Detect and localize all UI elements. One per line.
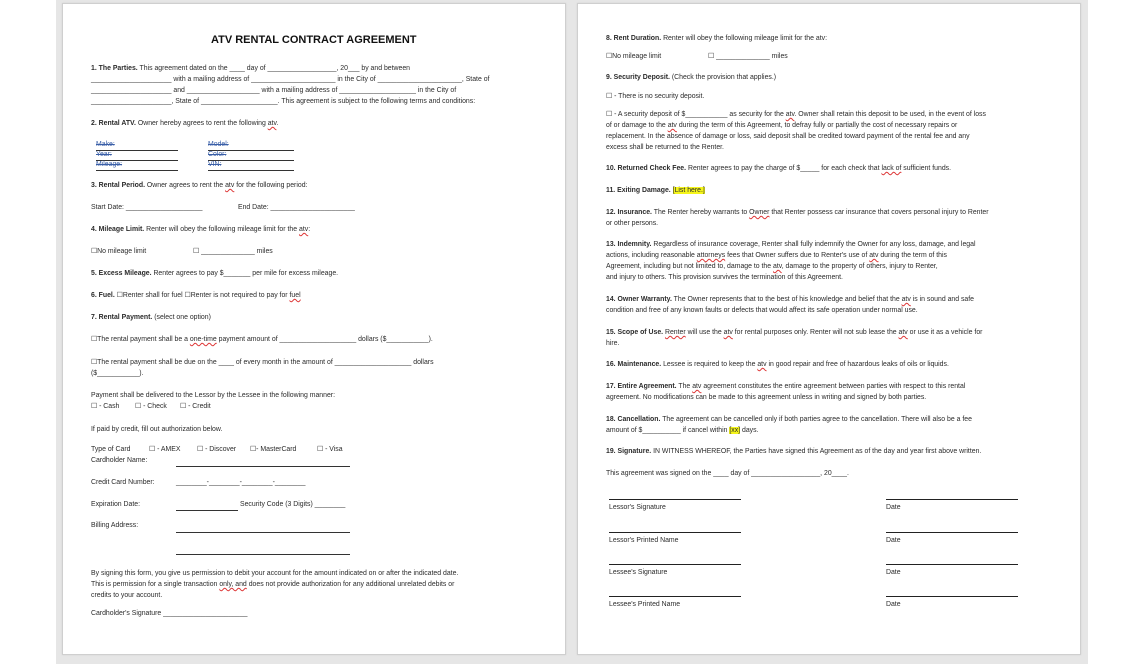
indemnity-line-3: Agreement, including but not limited to, damage to the atv, damage to the property of others, injury to Renter, xyxy=(606,263,938,270)
signed-on-line: This agreement was signed on the ____ day of __________________, 20____. xyxy=(606,470,849,477)
atv-word: atv xyxy=(785,111,795,118)
section-head: 1. The Parties. xyxy=(91,65,138,72)
atv-word: atv xyxy=(757,361,767,368)
card-number-label: Credit Card Number: xyxy=(91,479,155,486)
scope-text: for rental purposes only. Renter will not sub lease the xyxy=(734,329,897,336)
entire-line-2: agreement. No modifications can be made to this agreement unless in writing and signed by both parties. xyxy=(606,394,927,401)
indemnity-text: damage to the property of others, injury to Renter, xyxy=(785,263,938,270)
date-line[interactable] xyxy=(886,532,1018,533)
vin-label: VIN: xyxy=(208,161,222,168)
warranty-text: is in sound and safe xyxy=(912,296,975,303)
signature-text: IN WITNESS WHEREOF, the Parties have signed this Agreement as of the day and year first above written. xyxy=(653,448,982,455)
check-checkbox[interactable]: ☐ - Check xyxy=(135,403,167,410)
no-mileage-limit-checkbox[interactable]: ☐No mileage limit xyxy=(606,53,662,60)
date-line[interactable] xyxy=(886,499,1018,500)
fuel-options[interactable]: ☐Renter shall for fuel ☐Renter is not required to pay for xyxy=(116,292,288,299)
indemnity-text: during the term of this xyxy=(880,252,947,259)
rent-duration-text: Renter will obey the following mileage limit for the atv: xyxy=(663,35,827,42)
section-head: 15. Scope of Use. xyxy=(606,329,664,336)
section-excess-mileage xyxy=(91,270,338,278)
atv-word: atv xyxy=(773,263,782,270)
visa-checkbox[interactable]: ☐ - Visa xyxy=(317,446,343,453)
list-here-placeholder: [List here.] xyxy=(672,187,705,194)
one-time-payment-option[interactable] xyxy=(91,336,433,344)
cash-checkbox[interactable]: ☐ - Cash xyxy=(91,403,120,410)
section-insurance xyxy=(606,209,989,217)
lessor-signature-line[interactable] xyxy=(609,499,741,500)
option-text: ☐The rental payment shall be a xyxy=(91,336,188,343)
mileage-label: Mileage: xyxy=(96,161,123,168)
authorization-line-3: credits to your account. xyxy=(91,592,163,599)
billing-line-2 xyxy=(176,554,350,555)
deposit-text: of or damage to the xyxy=(606,122,666,129)
section-head: 19. Signature. xyxy=(606,448,652,455)
section-head: 10. Returned Check Fee. xyxy=(606,165,687,172)
section-mileage-limit: 4. Mileage Limit. Renter will obey the following mileage limit for the atv: xyxy=(91,226,311,233)
section-head: 12. Insurance. xyxy=(606,209,652,216)
section-returned-check xyxy=(606,165,951,173)
miles-checkbox[interactable]: ☐ ______________ miles xyxy=(708,53,788,60)
deposit-text: Owner shall retain this deposit to be used, in the event of loss xyxy=(798,111,986,118)
parties-line-4: _____________________, State of ____________________. This agreement is subject to the following terms and conditions: xyxy=(91,98,476,105)
deposit-text: during the term of this Agreement, to defray fully or partially the cost of necessary repairs or xyxy=(678,122,958,129)
indemnity-text: Agreement, including but not limited to, damage to the xyxy=(606,263,772,270)
indemnity-text: actions, including reasonable xyxy=(606,252,695,259)
parties-line-2: _____________________ with a mailing address of ______________________ in the City of ______________________, State of xyxy=(91,76,490,83)
renter-word: Renter xyxy=(664,329,686,336)
cancellation-text: amount of $__________ if cancel within xyxy=(606,427,728,434)
section-security-deposit xyxy=(606,74,776,82)
scope-text: will use the xyxy=(687,329,722,336)
card-number-blank: ________-________-________-________ xyxy=(176,479,306,486)
option-text: payment amount of ____________________ dollars ($___________). xyxy=(218,336,433,343)
no-mileage-limit-checkbox[interactable]: ☐No mileage limit xyxy=(91,248,147,255)
owner-word: Owner xyxy=(749,209,770,216)
year-label: Year: xyxy=(96,151,112,158)
page-2 xyxy=(577,3,1081,655)
payment-manner: Payment shall be delivered to the Lessor by the Lessee in the following manner: xyxy=(91,392,335,399)
warranty-text: The Owner represents that to the best of his knowledge and belief that the xyxy=(673,296,900,303)
section-entire-agreement xyxy=(606,383,965,391)
authorization-text: This is permission for a single transaction xyxy=(91,581,218,588)
lessor-signature-label: Lessor's Signature xyxy=(609,504,666,511)
fuel-word: fuel xyxy=(289,292,301,299)
attorneys-word: attorneys xyxy=(696,252,726,259)
deposit-checkbox[interactable]: ☐ - A security deposit of $___________ as security for the atv. Owner shall retain this deposit to be used, in the event of loss xyxy=(606,111,986,118)
start-date: Start Date: ____________________ xyxy=(91,204,203,211)
returned-check-text: Renter agrees to pay the charge of $_____ for each check that xyxy=(687,165,880,172)
lessor-printed-name-label: Lessor's Printed Name xyxy=(609,537,679,544)
section-rent-duration xyxy=(606,35,827,43)
section-head: 14. Owner Warranty. xyxy=(606,296,672,303)
vin-line xyxy=(208,170,294,171)
entire-text: The xyxy=(678,383,691,390)
atv-word: atv xyxy=(692,383,702,390)
section-head: 6. Fuel. xyxy=(91,292,115,299)
monthly-payment-option[interactable]: ☐The rental payment shall be due on the ____ of every month in the amount of ____________________ dollars xyxy=(91,359,434,366)
cancellation-text: days. xyxy=(742,427,759,434)
card-type-label: Type of Card xyxy=(91,446,131,453)
authorization-line-1: By signing this form, you give us permission to debit your account for the amount indicated on or after the indicated date. xyxy=(91,570,459,577)
section-rental-payment xyxy=(91,314,211,322)
page-1 xyxy=(62,3,566,655)
security-deposit-text: (Check the provision that applies.) xyxy=(671,74,777,81)
section-head: 13. Indemnity. xyxy=(606,241,652,248)
maintenance-text: Lessee is required to keep the xyxy=(663,361,756,368)
cardholder-signature: Cardholder's Signature ______________________ xyxy=(91,610,248,617)
lessor-printed-name-line[interactable] xyxy=(609,532,741,533)
atv-word: atv xyxy=(723,329,733,336)
indemnity-text: Regardless of insurance coverage, Renter shall fully indemnify the Owner for any loss, damage, and legal xyxy=(653,241,976,248)
only-and-word: only, and xyxy=(219,581,247,588)
indemnity-text: fees that Owner suffers due to Renter's use of xyxy=(727,252,868,259)
miles-checkbox[interactable]: ☐ ______________ miles xyxy=(193,248,273,255)
date-line[interactable] xyxy=(886,564,1018,565)
section-head: 11. Exiting Damage. xyxy=(606,187,671,194)
section-fuel xyxy=(91,292,301,300)
indemnity-line-2 xyxy=(606,252,947,260)
color-label: Color: xyxy=(208,151,227,158)
section-head: 4. Mileage Limit. xyxy=(91,226,145,233)
expiration-line xyxy=(176,510,238,511)
atv-word: atv xyxy=(898,329,908,336)
insurance-text: The Renter hereby warrants to xyxy=(653,209,748,216)
section-head: 9. Security Deposit. xyxy=(606,74,670,81)
lack-of-word: lack of xyxy=(881,165,902,172)
section-cancellation xyxy=(606,416,972,424)
amex-checkbox[interactable]: ☐ - AMEX xyxy=(149,446,181,453)
deposit-text: ☐ - A security deposit of $___________ as security for the xyxy=(606,111,784,118)
section-head: 18. Cancellation. xyxy=(606,416,661,423)
rental-payment-text: (select one option) xyxy=(154,314,211,321)
date-label: Date xyxy=(886,601,901,608)
parties-line-1: This agreement dated on the ____ day of __________________, 20___ by and between xyxy=(139,65,411,72)
excess-mileage-text: Renter agrees to pay $_______ per mile for excess mileage. xyxy=(153,270,339,277)
rental-atv-text: Owner hereby agrees to rent the following xyxy=(137,120,266,127)
section-existing-damage xyxy=(606,187,705,195)
section-head: 7. Rental Payment. xyxy=(91,314,153,321)
indemnity-line-4: and injury to others. This provision survives the termination of this Agreement. xyxy=(606,274,843,281)
lessee-signature-label: Lessee's Signature xyxy=(609,569,668,576)
warranty-line-2: condition and free of any known faults or defects that would affect its safe operation under normal use. xyxy=(606,307,918,314)
billing-line-1 xyxy=(176,532,350,533)
section-owner-warranty xyxy=(606,296,974,304)
section-head: 3. Rental Period. xyxy=(91,182,145,189)
xx-placeholder: [xx] xyxy=(729,427,741,434)
section-indemnity xyxy=(606,241,976,249)
insurance-text-2: that Renter possess car insurance that covers personal injury to Renter xyxy=(771,209,989,216)
security-code: Security Code (3 Digits) ________ xyxy=(240,501,346,508)
section-maintenance xyxy=(606,361,949,369)
section-head: 16. Maintenance. xyxy=(606,361,662,368)
model-label: Model: xyxy=(208,141,229,148)
atv-word: atv xyxy=(667,122,677,129)
date-label: Date xyxy=(886,537,901,544)
credit-checkbox[interactable]: ☐ - Credit xyxy=(180,403,211,410)
mileage-line xyxy=(96,170,178,171)
section-rental-period xyxy=(91,182,307,190)
date-line[interactable] xyxy=(886,596,1018,597)
mastercard-checkbox[interactable]: ☐- MasterCard xyxy=(250,446,297,453)
billing-address-label: Billing Address: xyxy=(91,522,139,529)
parties-line-3: _____________________ and ___________________ with a mailing address of ____________________ in the City of xyxy=(91,87,457,94)
section-head: 5. Excess Mileage. xyxy=(91,270,152,277)
section-signature xyxy=(606,448,981,456)
cardholder-name-label: Cardholder Name: xyxy=(91,457,148,464)
lessee-signature-line[interactable] xyxy=(609,564,741,565)
end-date: End Date: ______________________ xyxy=(238,204,355,211)
one-time-word: one-time xyxy=(189,336,217,343)
returned-check-text-2: sufficient funds. xyxy=(903,165,952,172)
atv-word: atv xyxy=(901,296,911,303)
deposit-line-3: replacement. In the absence of damage or loss, said deposit shall be credited toward payment of the rental fee and any xyxy=(606,133,970,140)
date-label: Date xyxy=(886,569,901,576)
section-rental-atv: 2. Rental ATV. Owner hereby agrees to rent the following atv. xyxy=(91,120,279,127)
discover-checkbox[interactable]: ☐ - Discover xyxy=(197,446,237,453)
scope-text: or use it as a vehicle for xyxy=(909,329,983,336)
section-head: 8. Rent Duration. xyxy=(606,35,662,42)
lessee-printed-name-line[interactable] xyxy=(609,596,741,597)
rental-period-text-2: for the following period: xyxy=(236,182,308,189)
scope-line-2: hire. xyxy=(606,340,620,347)
cancellation-line-2 xyxy=(606,427,759,435)
atv-word: atv xyxy=(869,252,879,259)
authorization-text: does not provide authorization for any additional unrelated debits or xyxy=(248,581,455,588)
atv-word: atv xyxy=(298,226,309,233)
section-head: 17. Entire Agreement. xyxy=(606,383,677,390)
section-head: 2. Rental ATV. xyxy=(91,120,136,127)
atv-word: atv xyxy=(267,120,277,127)
insurance-line-2: or other persons. xyxy=(606,220,659,227)
no-deposit-checkbox[interactable]: ☐ - There is no security deposit. xyxy=(606,93,705,100)
cancellation-text: The agreement can be cancelled only if both parties agree to the cancellation. There will also be a fee xyxy=(662,416,972,423)
atv-word: atv xyxy=(225,182,235,189)
deposit-line-4: excess shall be returned to the Renter. xyxy=(606,144,724,151)
credit-note: If paid by credit, fill out authorization below. xyxy=(91,426,223,433)
rental-period-text: Owner agrees to rent the xyxy=(146,182,224,189)
date-label: Date xyxy=(886,504,901,511)
cardholder-name-line xyxy=(176,466,350,467)
expiration-label: Expiration Date: xyxy=(91,501,141,508)
make-label: Make: xyxy=(96,141,115,148)
mileage-limit-text: Renter will obey the following mileage limit for the xyxy=(146,226,298,233)
deposit-line-2 xyxy=(606,122,957,130)
entire-text: agreement constitutes the entire agreement between parties with respect to this rental xyxy=(703,383,966,390)
section-parties xyxy=(91,65,410,73)
lessee-printed-name-label: Lessee's Printed Name xyxy=(609,601,681,608)
authorization-line-2 xyxy=(91,581,454,589)
maintenance-text: in good repair and free of hazardous leaks of oils or liquids. xyxy=(768,361,949,368)
section-scope-of-use xyxy=(606,329,982,337)
monthly-payment-amount: ($___________). xyxy=(91,370,144,377)
document-title: ATV RENTAL CONTRACT AGREEMENT xyxy=(211,34,417,46)
